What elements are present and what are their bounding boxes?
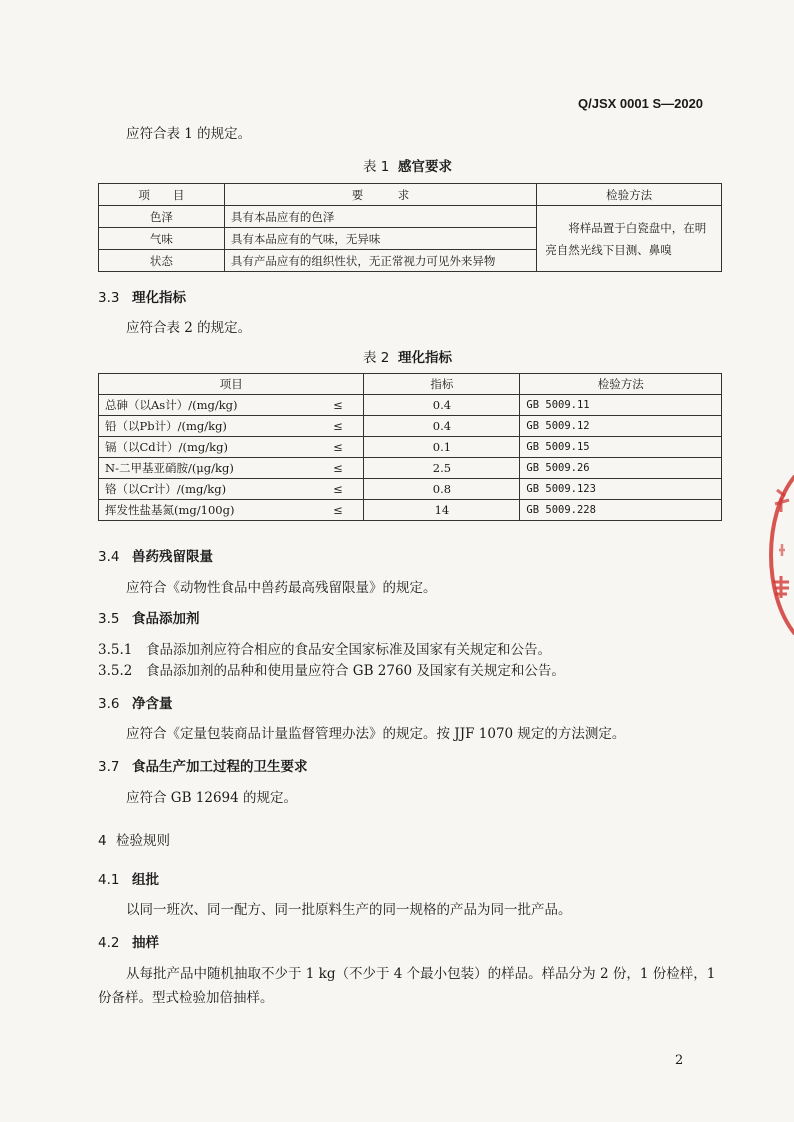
table2-cell-value: 0.1 <box>364 437 520 458</box>
section-title: 检验规则 <box>116 833 170 849</box>
table-header-row <box>99 374 722 395</box>
section-number: 4 <box>98 833 107 849</box>
section-title: 组批 <box>132 872 159 888</box>
table2-header-method: 检验方法 <box>520 374 722 395</box>
table2-cell-method: GB 5009.26 <box>520 458 722 479</box>
section-title: 净含量 <box>132 696 173 712</box>
table1-cell-requirement: 具有本品应有的色泽 <box>224 206 536 228</box>
table2-cell-operator: ≤ <box>312 458 364 479</box>
table2-cell-item: 铬（以Cr计）/(mg/kg) <box>99 479 313 500</box>
section-number: 3.5.2 <box>98 663 133 679</box>
table2-cell-method: GB 5009.15 <box>520 437 722 458</box>
table2-cell-value: 2.5 <box>364 458 520 479</box>
section-number: 3.4 <box>98 549 120 565</box>
physicochemical-table <box>98 373 722 521</box>
section-3-3-heading <box>98 286 186 306</box>
table2-cell-item: 镉（以Cd计）/(mg/kg) <box>99 437 313 458</box>
table2-cell-operator: ≤ <box>312 500 364 521</box>
section-3-6-text: 应符合《定量包装商品计量监督管理办法》的规定。按 JJF 1070 规定的方法测定。 <box>126 726 626 742</box>
section-3-3-text: 应符合表 2 的规定。 <box>126 320 252 336</box>
section-3-5-2 <box>98 659 565 679</box>
section-3-7-text: 应符合 GB 12694 的规定。 <box>126 790 298 806</box>
table-row <box>99 500 722 521</box>
section-number: 3.3 <box>98 290 120 306</box>
section-title: 理化指标 <box>132 290 186 306</box>
section-4-heading <box>98 829 170 849</box>
section-4-2-text-line2: 份备样。型式检验加倍抽样。 <box>98 990 274 1006</box>
table2-cell-operator: ≤ <box>312 416 364 437</box>
table-row <box>99 479 722 500</box>
table2-cell-method: GB 5009.11 <box>520 395 722 416</box>
table2-cell-item: 挥发性盐基氮(mg/100g) <box>99 500 313 521</box>
table2-cell-item: 总砷（以As计）/(mg/kg) <box>99 395 313 416</box>
table2-cell-operator: ≤ <box>312 395 364 416</box>
table2-cell-method: GB 5009.12 <box>520 416 722 437</box>
section-title: 食品添加剂 <box>132 611 200 627</box>
section-number: 3.5.1 <box>98 642 133 658</box>
table1-cell-requirement: 具有本品应有的气味，无异味 <box>224 228 536 250</box>
table-row <box>99 416 722 437</box>
table2-cell-operator: ≤ <box>312 437 364 458</box>
table1-header-item: 项 目 <box>99 184 225 206</box>
table2-caption <box>363 346 452 366</box>
table2-cell-value: 14 <box>364 500 520 521</box>
table1-header-requirement: 要 求 <box>224 184 536 206</box>
table1-cell-item: 色泽 <box>99 206 225 228</box>
table2-cell-item: 铅（以Pb计）/(mg/kg) <box>99 416 313 437</box>
table-row <box>99 206 722 228</box>
table1-caption <box>363 155 452 175</box>
table1-cell-requirement: 具有产品应有的组织性状，无正常视力可见外来异物 <box>224 250 536 272</box>
table2-cell-operator: ≤ <box>312 479 364 500</box>
section-number: 3.5 <box>98 611 120 627</box>
table2-cell-value: 0.8 <box>364 479 520 500</box>
section-3-4-heading <box>98 545 213 565</box>
page-number: 2 <box>675 1053 684 1068</box>
intro-line: 应符合表 1 的规定。 <box>126 126 252 142</box>
table1-header-method: 检验方法 <box>537 184 722 206</box>
section-3-5-1 <box>98 638 551 658</box>
table2-header-limit: 指标 <box>364 374 520 395</box>
table2-caption-title: 理化指标 <box>397 350 452 366</box>
section-title: 抽样 <box>132 935 159 951</box>
table2-cell-item: N-二甲基亚硝胺/(μg/kg) <box>99 458 313 479</box>
section-3-5-heading <box>98 607 200 627</box>
table1-cell-item: 气味 <box>99 228 225 250</box>
table2-cell-value: 0.4 <box>364 416 520 437</box>
section-number: 4.1 <box>98 872 120 888</box>
seal-glyph-bottom <box>773 576 789 598</box>
table1-cell-item: 状态 <box>99 250 225 272</box>
table2-header-item: 项目 <box>99 374 364 395</box>
section-number: 3.6 <box>98 696 120 712</box>
section-3-4-text: 应符合《动物性食品中兽药最高残留限量》的规定。 <box>126 580 437 596</box>
section-number: 3.7 <box>98 759 120 775</box>
section-title: 食品生产加工过程的卫生要求 <box>132 759 308 775</box>
section-3-6-heading <box>98 692 173 712</box>
section-3-7-heading <box>98 755 308 775</box>
table2-cell-value: 0.4 <box>364 395 520 416</box>
section-text: 食品添加剂应符合相应的食品安全国家标准及国家有关规定和公告。 <box>146 642 551 658</box>
section-4-1-heading <box>98 868 159 888</box>
table-row <box>99 437 722 458</box>
table2-cell-method: GB 5009.228 <box>520 500 722 521</box>
table-row <box>99 395 722 416</box>
standard-number: Q/JSX 0001 S—2020 <box>578 96 704 111</box>
section-title: 兽药残留限量 <box>132 549 213 565</box>
section-4-2-text-line1: 从每批产品中随机抽取不少于 1 kg（不少于 4 个最小包装）的样品。样品分为 2 份，1 份检样，1 <box>126 966 716 982</box>
table1-caption-title: 感官要求 <box>397 159 452 175</box>
red-seal-stamp <box>755 470 794 640</box>
section-4-1-text: 以同一班次、同一配方、同一批原料生产的同一规格的产品为同一批产品。 <box>126 902 572 918</box>
section-4-2-heading <box>98 931 159 951</box>
table1-cell-method: 将样品置于白瓷盘中，在明亮自然光线下目测、鼻嗅 <box>537 206 722 272</box>
section-text: 食品添加剂的品种和使用量应符合 GB 2760 及国家有关规定和公告。 <box>146 663 565 679</box>
table-row <box>99 458 722 479</box>
seal-glyph-mid <box>779 544 785 556</box>
table-header-row <box>99 184 722 206</box>
table2-caption-no: 表 2 <box>363 350 390 366</box>
table2-cell-method: GB 5009.123 <box>520 479 722 500</box>
sensory-requirements-table <box>98 183 722 272</box>
section-number: 4.2 <box>98 935 120 951</box>
table1-caption-no: 表 1 <box>363 159 390 175</box>
